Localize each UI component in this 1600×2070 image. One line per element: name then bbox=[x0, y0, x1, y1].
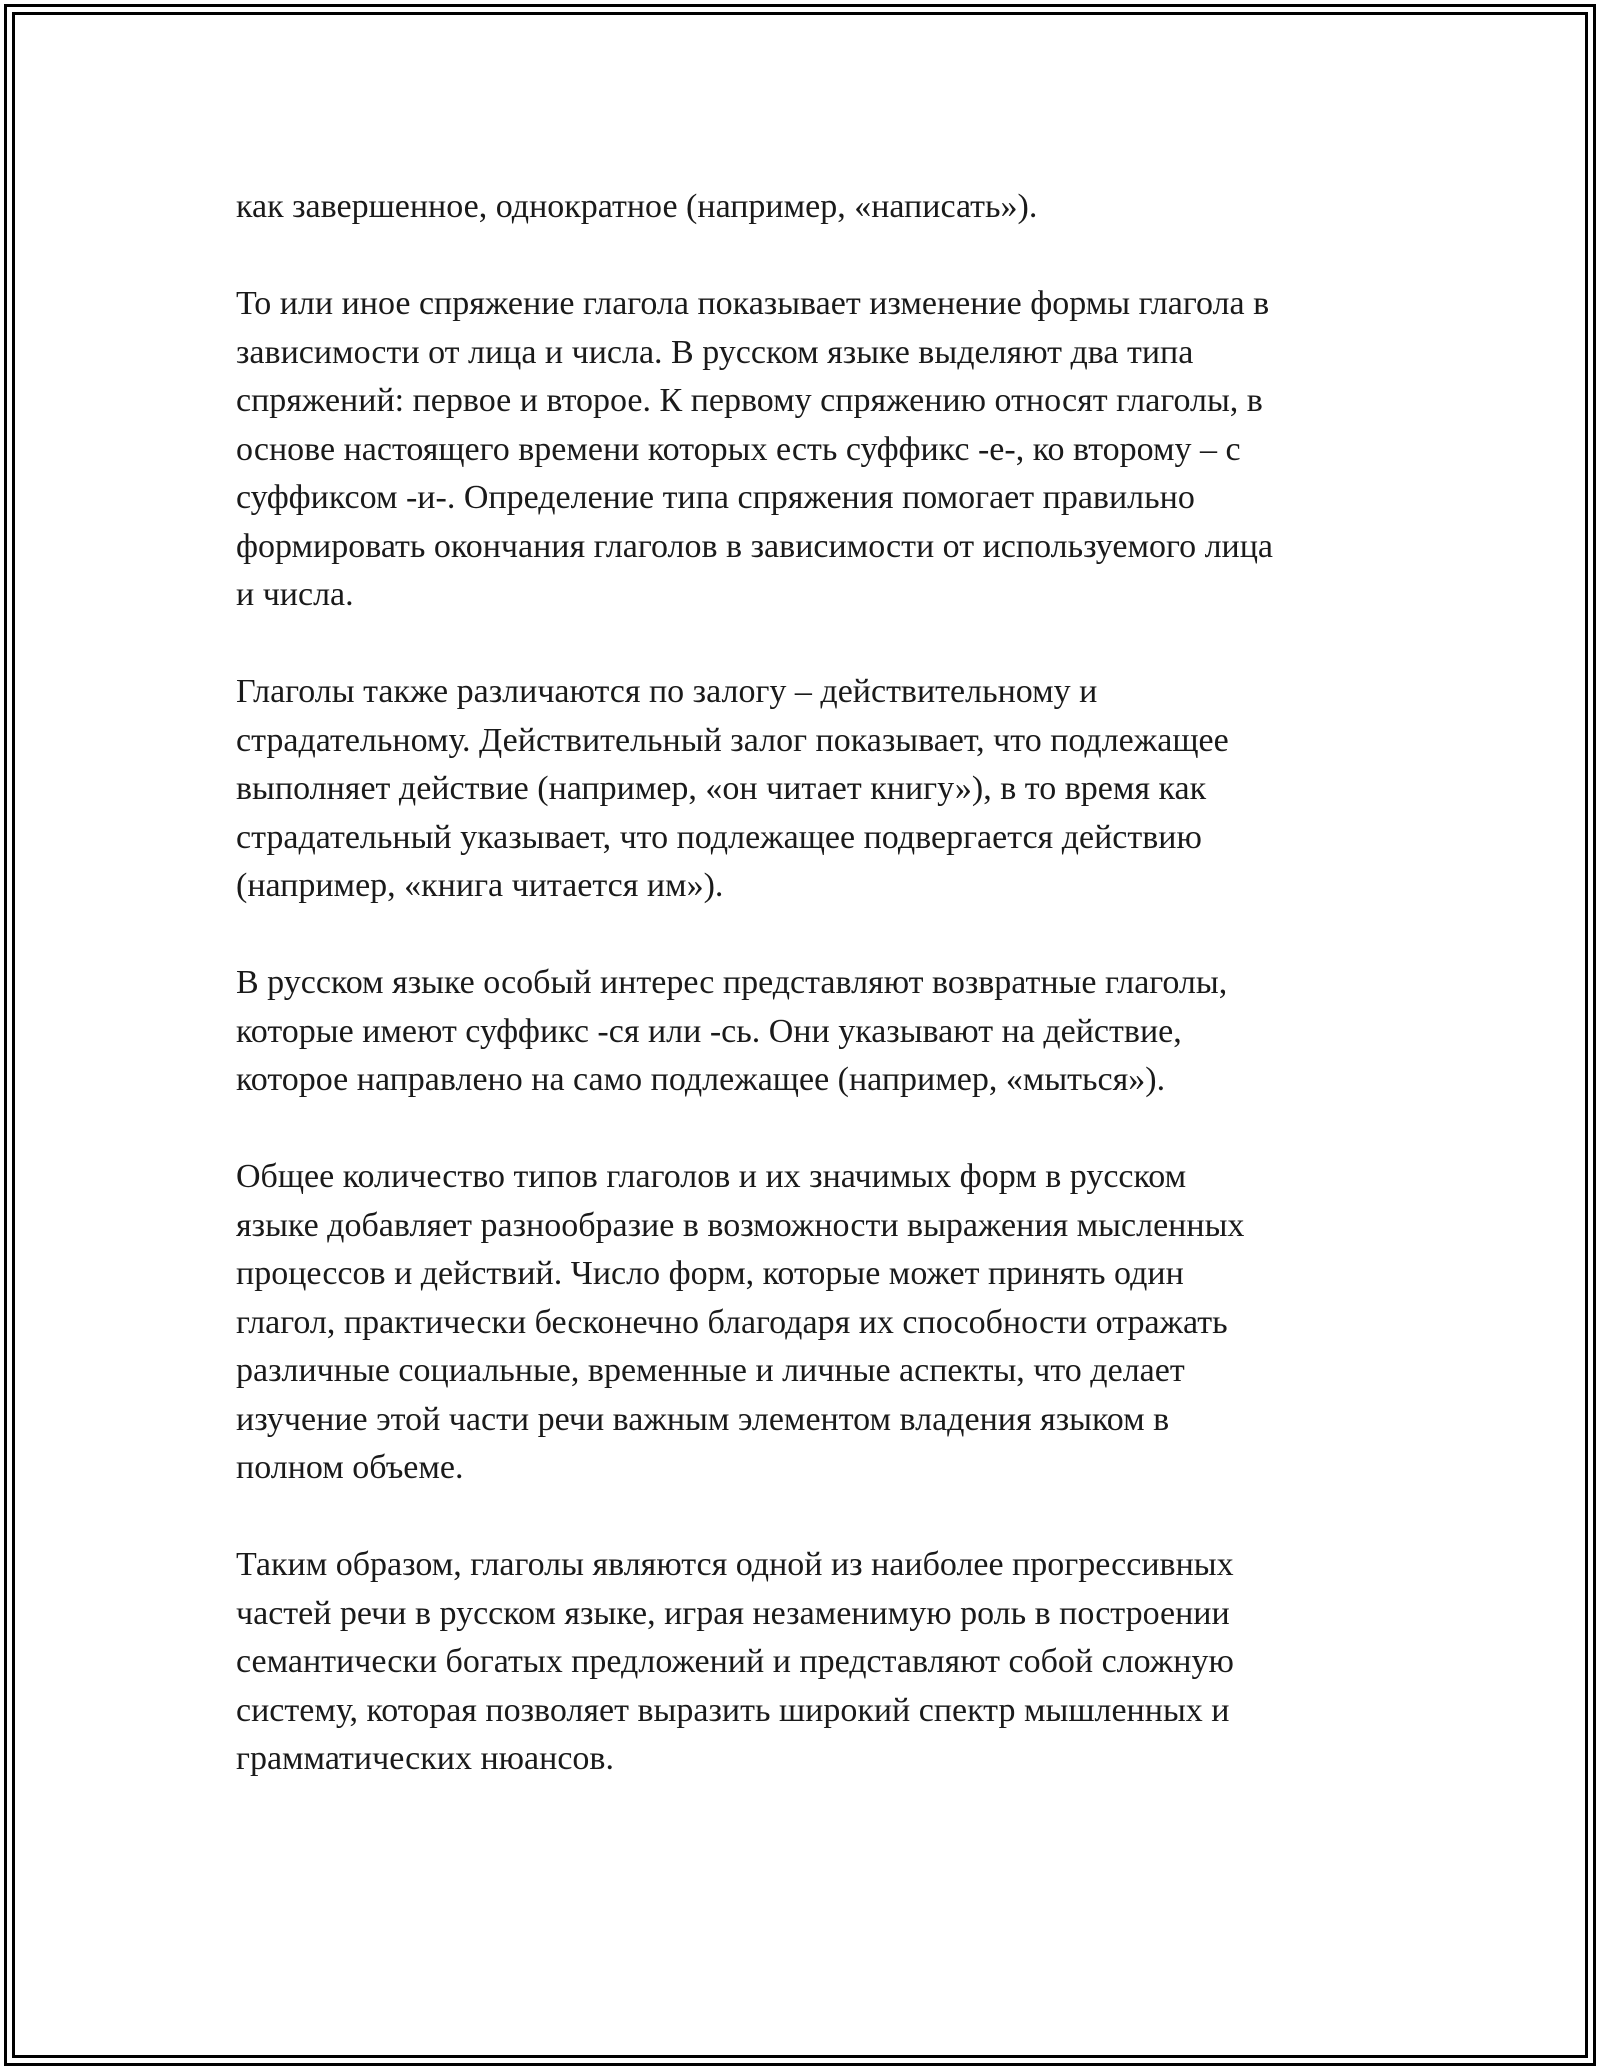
paragraph-1: как завершенное, однократное (например, «написать»). bbox=[236, 188, 1038, 225]
paragraph-5: Общее количество типов глаголов и их значимых форм в русском языке добавляет разнообразие в возможности выражения мысленных процессов и действий. Число форм, которые может принять один глагол, практически бесконечно благодаря их способности отражать различные социальные, временные и личные аспекты, что делает изучение этой части речи важным элементом владения языком в полном объеме. bbox=[236, 1158, 1245, 1486]
paragraph-2: То или иное спряжение глагола показывает изменение формы глагола в зависимости от лица и числа. В русском языке выделяют два типа спряжений: первое и второе. К первому спряжению относят глаголы, в основе настоящего времени которых есть суффикс -е-, ко второму – с суффиксом -и-. Определение типа спряжения помогает правильно формировать окончания глаголов в зависимости от используемого лица и числа. bbox=[236, 285, 1274, 613]
document-body bbox=[236, 183, 1376, 1784]
paragraph-4: В русском языке особый интерес представляют возвратные глаголы, которые имеют суффикс -ся или -сь. Они указывают на действие, которое направлено на само подлежащее (например, «мыться»). bbox=[236, 964, 1228, 1098]
paragraph-6: Таким образом, глаголы являются одной из наиболее прогрессивных частей речи в русском языке, играя незаменимую роль в построении семантически богатых предложений и представляют собой сложную систему, которая позволяет выразить широкий спектр мышленных и грамматических нюансов. bbox=[236, 1546, 1234, 1777]
paragraph-3: Глаголы также различаются по залогу – действительному и страдательному. Действительный залог показывает, что подлежащее выполняет действие (например, «он читает книгу»), в то время как страдательный указывает, что подлежащее подвергается действию (например, «книга читается им»). bbox=[236, 673, 1229, 904]
